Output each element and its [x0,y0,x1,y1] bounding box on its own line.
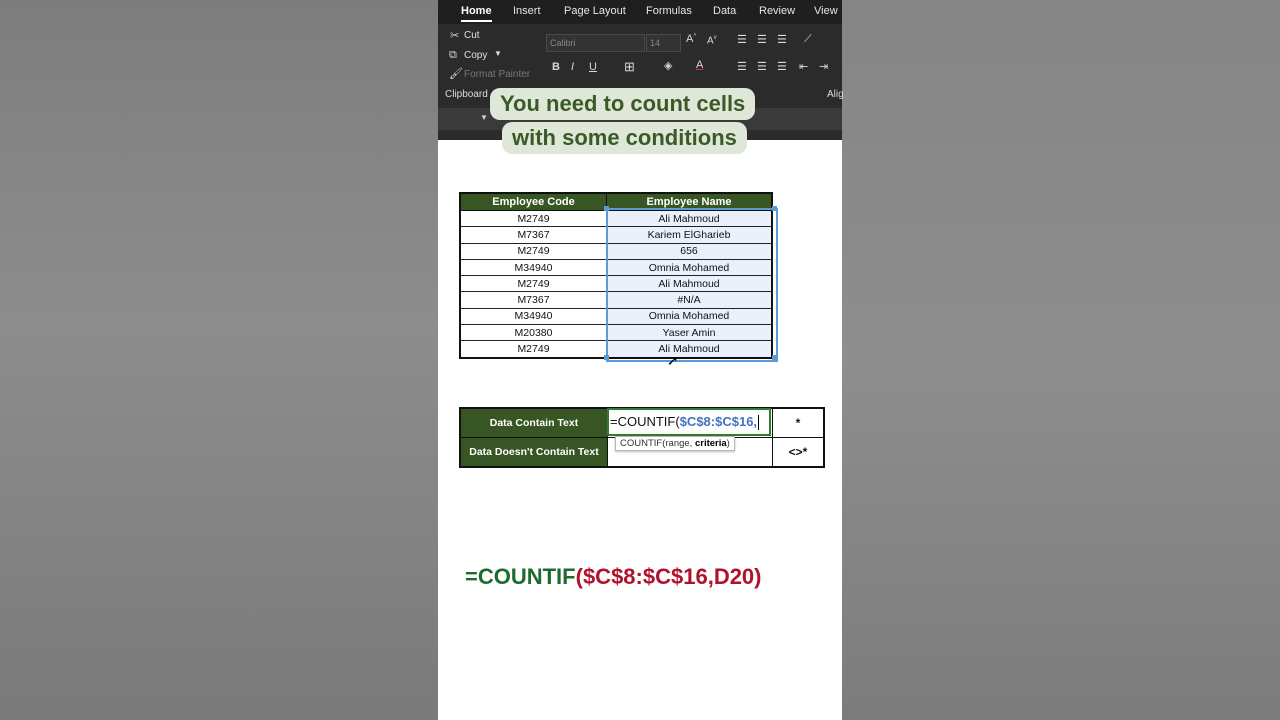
table-row [460,292,772,308]
table-row [460,325,772,341]
background-left [0,0,438,720]
formula-caption [465,564,762,590]
shrink-font-icon[interactable]: $A^v$ [707,35,717,47]
range-handle-top-left[interactable] [604,206,609,211]
employee-code-cell[interactable]: M34940 [460,308,607,324]
copy-button[interactable]: Copy [464,50,488,61]
table-row [460,259,772,275]
borders-icon[interactable]: ⊞ [624,59,635,74]
tab-formulas[interactable]: Formulas [646,5,692,17]
header-employee-name: Employee Name [607,193,773,211]
employee-code-cell[interactable]: M2749 [460,276,607,292]
table-row [460,276,772,292]
table-row [460,341,772,358]
data-doesnt-contain-text-label: Data Doesn't Contain Text [460,438,608,468]
table-header-row [460,193,772,211]
font-color-icon[interactable]: A [696,59,704,71]
tab-data[interactable]: Data [713,5,737,17]
scissors-icon[interactable]: ✂ [450,30,460,42]
employee-table [459,192,773,359]
title-line-2: with some conditions [502,122,747,154]
fill-color-icon[interactable]: ◈ [664,60,673,72]
employee-code-cell[interactable]: M2749 [460,243,607,259]
grow-font-icon[interactable]: A^ [686,33,697,45]
range-handle-top-right[interactable] [772,206,777,211]
increase-indent-icon[interactable]: ⇥ [819,61,829,73]
employee-name-cell[interactable]: Omnia Mohamed [607,308,773,324]
data-contain-text-label: Data Contain Text [460,408,608,438]
tooltip-suffix: ) [726,438,730,449]
underline-icon[interactable]: U [589,61,597,73]
table-row [460,243,772,259]
tab-review[interactable]: Review [759,5,796,17]
criteria-symbol-cell[interactable]: <>* [773,438,825,468]
table-row [460,308,772,324]
copy-dropdown-icon[interactable]: ▼ [494,49,502,58]
title-bubble [490,88,790,166]
employee-name-cell[interactable]: Ali Mahmoud [607,341,773,358]
formula-prefix: =COUNTIF( [610,414,680,429]
employee-name-cell[interactable]: Omnia Mohamed [607,259,773,275]
formula-caption-args: ($C$8:$C$16,D20) [575,564,762,589]
table-row [460,211,772,227]
align-center-icon[interactable]: ☰ [757,61,767,73]
format-painter-button[interactable]: Format Painter [464,69,531,80]
tab-home[interactable]: Home [461,5,492,17]
align-left-icon[interactable]: ☰ [737,61,747,73]
table-row [460,227,772,243]
function-tooltip [615,436,735,451]
align-bottom-icon[interactable]: ☰ [777,34,787,46]
tab-view[interactable]: View [814,5,838,17]
range-handle-bottom-right[interactable] [772,355,777,360]
tooltip-prefix: COUNTIF(range, [620,438,695,449]
font-size-select[interactable]: 14 [646,34,681,52]
copy-icon[interactable]: ⧉ [449,49,457,61]
title-line-1: You need to count cells [490,88,755,120]
name-box-dropdown-icon[interactable]: ▼ [480,113,488,122]
ribbon-tabs [438,0,842,24]
video-frame [438,0,842,720]
employee-code-cell[interactable]: M2749 [460,211,607,227]
range-handle-bottom-left[interactable] [604,355,609,360]
formula-range-ref: $C$8:$C$16, [679,414,758,429]
align-middle-icon[interactable]: ☰ [757,34,767,46]
tab-insert[interactable]: Insert [513,5,541,17]
employee-name-cell[interactable]: 656 [607,243,773,259]
alignment-group-label: Alig [827,89,844,100]
employee-code-cell[interactable]: M2749 [460,341,607,358]
employee-code-cell[interactable]: M20380 [460,325,607,341]
employee-name-cell[interactable]: Yaser Amin [607,325,773,341]
align-top-icon[interactable]: ☰ [737,34,747,46]
bold-icon[interactable]: B [552,61,560,73]
decrease-indent-icon[interactable]: ⇤ [799,61,809,73]
employee-name-cell[interactable]: Kariem ElGharieb [607,227,773,243]
tooltip-argument: criteria [694,438,727,449]
employee-code-cell[interactable]: M7367 [460,292,607,308]
formula-cell[interactable] [608,408,773,438]
employee-name-cell[interactable]: Ali Mahmoud [607,276,773,292]
employee-code-cell[interactable]: M7367 [460,227,607,243]
cut-button[interactable]: Cut [464,30,480,41]
tab-page-layout[interactable]: Page Layout [564,5,626,17]
italic-icon[interactable]: I [571,61,575,73]
paintbrush-icon[interactable]: 🖌 [449,68,463,80]
criteria-symbol-cell[interactable]: * [773,408,825,438]
employee-name-cell[interactable]: Ali Mahmoud [607,211,773,227]
mouse-cursor-icon: ➚ [667,352,679,368]
employee-name-cell[interactable]: #N/A [607,292,773,308]
employee-code-cell[interactable]: M34940 [460,259,607,275]
clipboard-group-label: Clipboard [445,89,488,100]
font-name-select[interactable]: Calibri [546,34,645,52]
header-employee-code: Employee Code [460,193,607,211]
text-caret [758,415,759,430]
criteria-row [460,408,824,438]
formula-edit-field[interactable] [607,408,771,436]
orientation-icon[interactable]: ⟋ [804,33,812,45]
align-right-icon[interactable]: ☰ [777,61,787,73]
background-right [842,0,1280,720]
formula-caption-function: =COUNTIF [465,564,576,589]
